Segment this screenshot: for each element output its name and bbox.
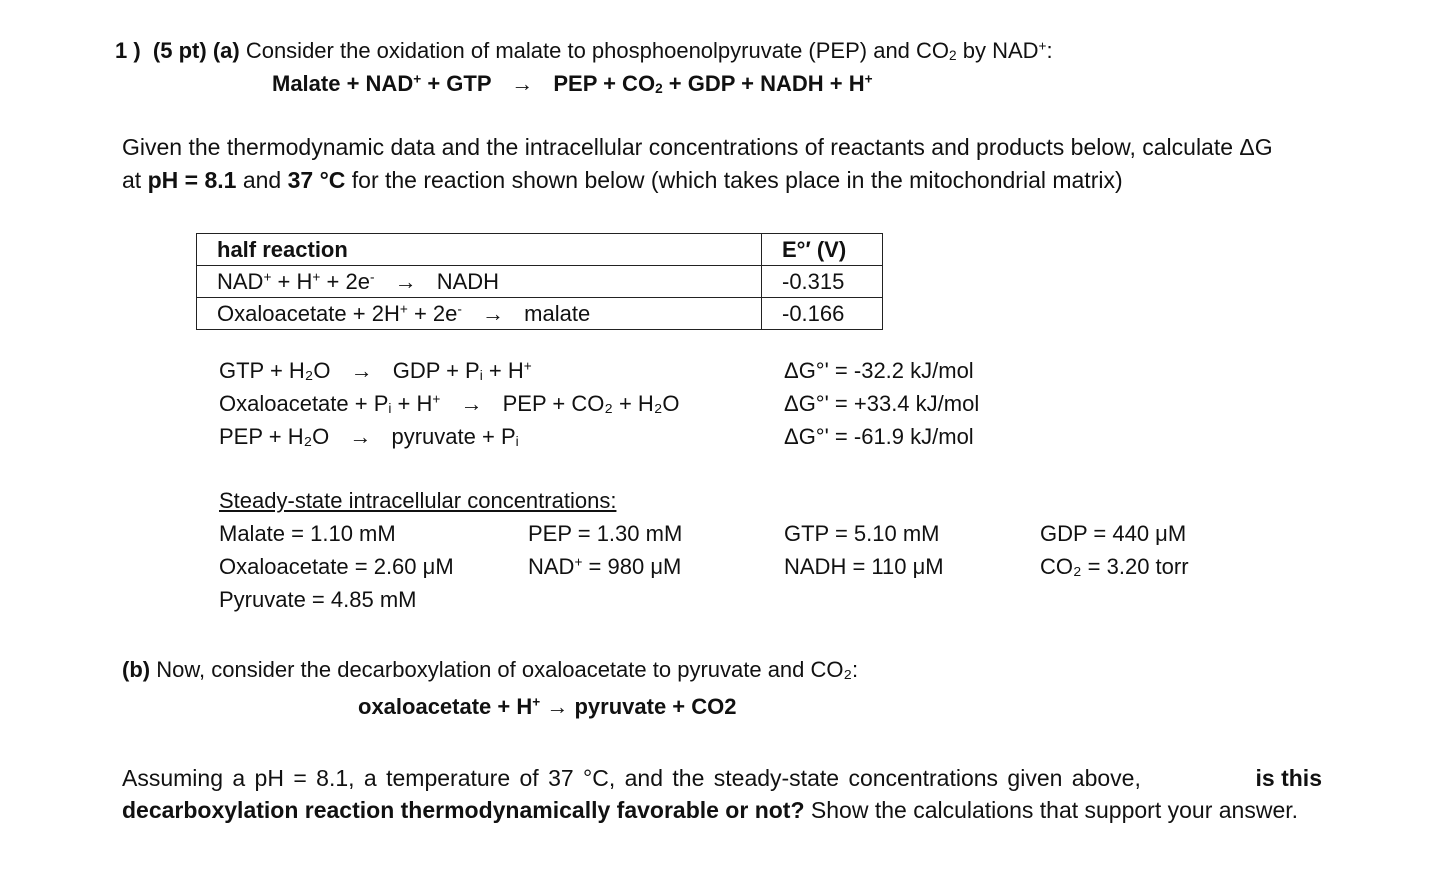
reaction-b: oxaloacetate + H+ → pyruvate + CO2 — [358, 694, 737, 719]
table-cell: Oxaloacetate + 2H+ + 2e- → malate — [197, 298, 762, 330]
ph-value: pH = 8.1 — [147, 167, 237, 193]
arrow-icon: → — [546, 694, 569, 719]
table-header-cell: half reaction — [197, 234, 762, 266]
dg-value-3: ΔG°' = -61.9 kJ/mol — [784, 424, 974, 449]
question-part-a: (a) — [212, 38, 240, 63]
arrow-icon: → — [349, 424, 372, 449]
instruction-line-1: Given the thermodynamic data and the intracellular concentrations of reactants and products below, calculate ΔG — [122, 134, 1273, 160]
final-line-1: Assuming a pH = 8.1, a temperature of 37 °C, and the steady-state concentrations given above, is this — [122, 765, 1322, 791]
dg-value-2: ΔG°' = +33.4 kJ/mol — [784, 391, 980, 416]
table-row — [197, 298, 883, 330]
conc-nadh: NADH = 110 μM — [784, 554, 944, 579]
conc-oxaloacetate: Oxaloacetate = 2.60 μM — [219, 554, 454, 579]
arrow-icon: → — [482, 300, 505, 326]
conc-pep: PEP = 1.30 mM — [528, 521, 683, 546]
dg-reaction-3: PEP + H₂O → pyruvate + $P_i$ — [219, 422, 519, 452]
part-b-label: (b) — [122, 657, 151, 682]
question-heading: 1 ) (5 pt) (a) Consider the oxidation of malate to phosphoenolpyruvate (PEP) and $CO_2$ by NAD+: — [115, 38, 1053, 64]
table-header-row — [197, 234, 883, 266]
conc-pyruvate: Pyruvate = 4.85 mM — [219, 587, 417, 612]
concentrations-heading: Steady-state intracellular concentrations: — [219, 488, 617, 513]
arrow-icon: → — [511, 71, 534, 96]
conc-nad: NAD+ = 980 μM — [528, 554, 682, 579]
table-cell: NAD+ + H+ + 2e- → NADH — [197, 266, 762, 298]
dg-reaction-1: GTP + H₂O → GDP + $P_i + H^+$ — [219, 356, 532, 386]
reaction-a: Malate + NAD+ + GTP → PEP + $CO_2$ + GDP + NADH + H+ — [272, 69, 873, 99]
table-cell: -0.315 — [762, 266, 883, 298]
conc-co2: CO₂ = 3.20 torr — [1040, 554, 1189, 579]
arrow-icon: → — [394, 268, 417, 294]
temperature-value: 37 °C — [287, 167, 346, 193]
table-row — [197, 266, 883, 298]
conc-gdp: GDP = 440 μM — [1040, 521, 1187, 546]
question-text: Consider the oxidation of malate to phosphoenolpyruvate (PEP) and CO — [245, 38, 950, 63]
dg-reaction-2: Oxaloacetate + $P_i + H^+$ → PEP + CO₂ + H₂O — [219, 389, 679, 419]
final-line-2: decarboxylation reaction thermodynamically favorable or not? Show the calculations that support your answer. — [122, 797, 1299, 823]
half-reaction-table — [196, 233, 883, 330]
arrow-icon: → — [350, 358, 373, 383]
instruction-line-2: at pH = 8.1 and 37 °C for the reaction shown below (which takes place in the mitochondrial matrix) — [122, 167, 1123, 193]
question-number: 1 ) — [115, 38, 141, 63]
conc-gtp: GTP = 5.10 mM — [784, 521, 940, 546]
part-b-text: (b) Now, consider the decarboxylation of oxaloacetate to pyruvate and CO₂: — [122, 657, 859, 682]
question-points: (5 pt) — [152, 38, 207, 63]
arrow-icon: → — [460, 391, 483, 416]
conc-malate: Malate = 1.10 mM — [219, 521, 396, 546]
table-header-cell: E°′ (V) — [762, 234, 883, 266]
dg-value-1: ΔG°' = -32.2 kJ/mol — [784, 358, 974, 383]
table-cell: -0.166 — [762, 298, 883, 330]
